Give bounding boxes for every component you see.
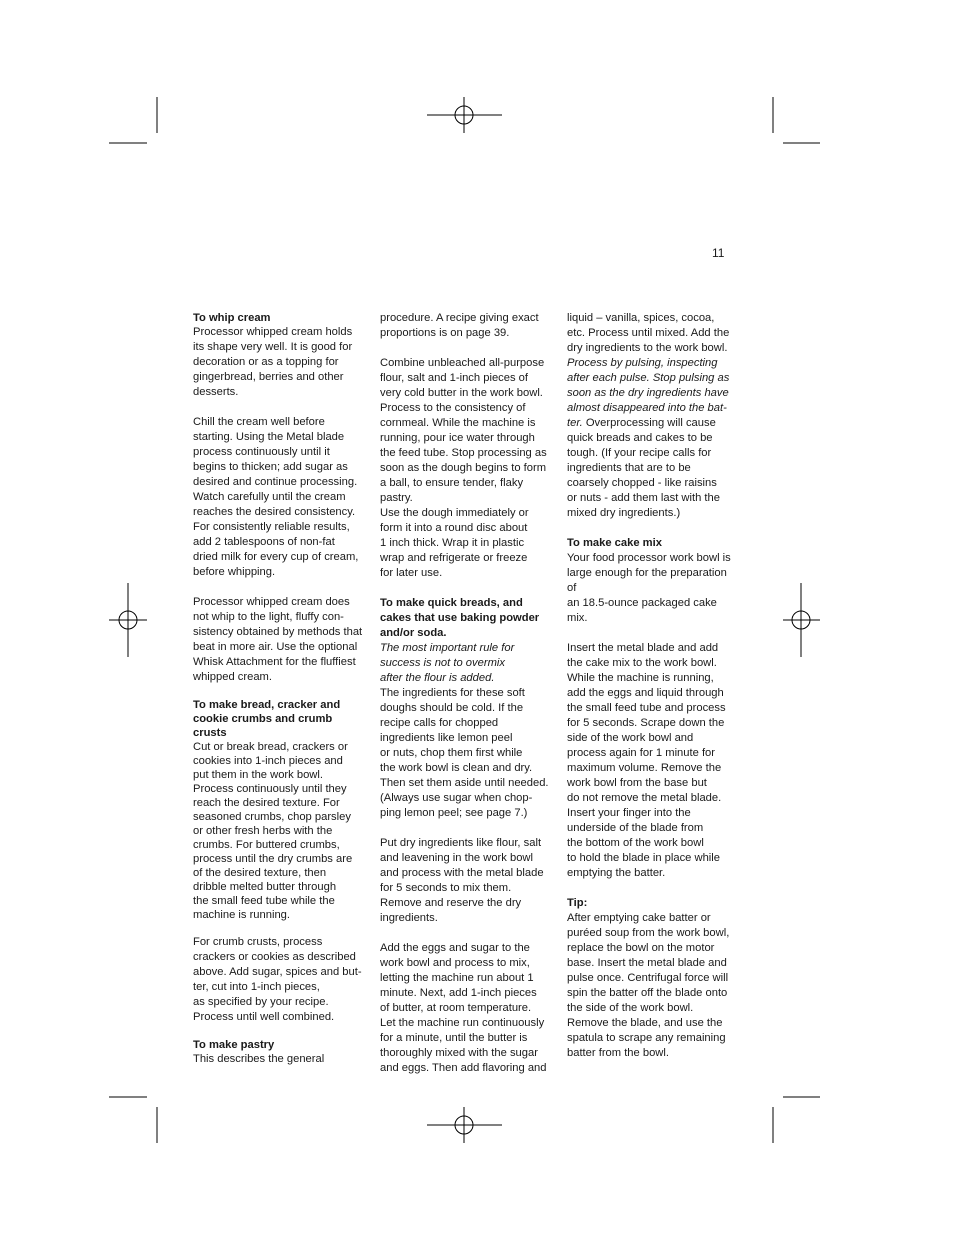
section-heading-cake-mix: To make cake mix	[567, 537, 662, 549]
paragraph: Combine unbleached all-purpose flour, salt and 1-inch pieces of very cold butter in the work bowl. Process to the consistency of cornmeal. While the machine is running, pour ice water through the feed tube. Stop processing as soon as the dough begins to form a ball, to ensure tender, flaky pastry. Use the dough immediately or form it into a round disc about 1 inch thick. Wrap it in plastic wrap and refrigerate or freeze for later use.	[380, 357, 547, 579]
registration-mark-right	[783, 583, 820, 657]
section-heading-quick-breads: To make quick breads, and cakes that use baking powder and/or soda.	[380, 597, 540, 639]
registration-mark-top	[427, 97, 502, 133]
paragraph: Processor whipped cream holds its shape very well. It is good for decoration or as a topping for gingerbread, berries and other desserts.	[193, 326, 353, 398]
section-heading-crumbs: To make bread, cracker and cookie crumbs and crumb crusts	[193, 699, 341, 739]
paragraph: Chill the cream well before starting. Using the Metal blade process continuously until it begins to thicken; add sugar as desired and continue processing. Watch carefully until the cream reaches the desired consistency. For consistently reliable results, add 2 tablespoons of non-fat dried milk for every cup of cream, before whipping.	[193, 416, 359, 578]
column-1	[193, 311, 365, 1067]
crop-mark-top-right	[773, 97, 820, 143]
italic-rule: The most important rule for success is not to overmix after the flour is added.	[380, 642, 515, 684]
section-heading-tip: Tip:	[567, 897, 588, 909]
paragraph: Insert the metal blade and add the cake mix to the work bowl. While the machine is running, add the eggs and liquid through the small feed tube and process for 5 seconds. Scrape down the side of the work bowl and process again for 1 minute for maximum volume. Remove the work bowl from the base but do not remove the metal blade. Insert your finger into the underside of the blade from the bottom of the work bowl to hold the blade in place while emptying the batter.	[567, 642, 726, 879]
registration-mark-bottom	[427, 1107, 502, 1143]
page-number: 11	[712, 246, 725, 260]
registration-mark-left	[109, 583, 147, 657]
paragraph	[567, 356, 739, 521]
paragraph: liquid – vanilla, spices, cocoa, etc. Process until mixed. Add the dry ingredients to the work bowl.	[567, 312, 730, 354]
italic-instruction: Process by pulsing, inspecting after each pulse. Stop pulsing as soon as the dry ingredients have almost disappeared into the bat- ter.	[567, 357, 730, 429]
crop-mark-bottom-right	[773, 1097, 820, 1143]
column-3	[567, 311, 739, 1061]
paragraph: This describes the general	[193, 1053, 325, 1065]
section-heading-whip-cream: To whip cream	[193, 312, 271, 324]
crop-mark-bottom-left	[109, 1097, 157, 1143]
column-2	[380, 311, 552, 1076]
paragraph: For crumb crusts, process crackers or cookies as described above. Add sugar, spices and but- ter, cut into 1-inch pieces, as specified by your recipe. Process until well combined.	[193, 936, 362, 1023]
paragraph: The ingredients for these soft doughs should be cold. If the recipe calls for chopped ingredients like lemon peel or nuts, chop them first while the work bowl is clean and dry. Then set them aside until needed. (Always use sugar when chop- ping lemon peel; see page 7.)	[380, 687, 549, 819]
paragraph: Put dry ingredients like flour, salt and leavening in the work bowl and process with the metal blade for 5 seconds to mix them. Remove and reserve the dry ingredients.	[380, 837, 544, 924]
paragraph: Your food processor work bowl is large enough for the preparation of an 18.5-ounce packaged cake mix.	[567, 552, 731, 624]
paragraph-continued: Overprocessing will cause quick breads and cakes to be tough. (If your recipe calls for ingredients that are to be coarsely chopped - like raisins or nuts - add them last with the mixed dry ingredients.)	[567, 417, 720, 519]
paragraph: procedure. A recipe giving exact proportions is on page 39.	[380, 312, 539, 339]
crop-mark-top-left	[109, 97, 157, 143]
paragraph: Cut or break bread, crackers or cookies into 1-inch pieces and put them in the work bowl. Process continuously until they reach the desired texture. For seasoned crumbs, chop parsley or other fresh herbs with the crumbs. For buttered crumbs, process until the dry crumbs are of the desired texture, then dribble melted butter through the small feed tube while the machine is running.	[193, 741, 353, 921]
paragraph: Processor whipped cream does not whip to the light, fluffy con- sistency obtained by methods that beat in more air. Use the optional Whisk Attachment for the fluffiest whipped cream.	[193, 596, 363, 683]
paragraph: After emptying cake batter or puréed soup from the work bowl, replace the bowl on the motor base. Insert the metal blade and pulse once. Centrifugal force will spin the batter off the blade onto the side of the work bowl. Remove the blade, and use the spatula to scrape any remaining batter from the bowl.	[567, 912, 730, 1059]
section-heading-pastry: To make pastry	[193, 1039, 275, 1051]
paragraph: Add the eggs and sugar to the work bowl and process to mix, letting the machine run about 1 minute. Next, add 1-inch pieces of butter, at room temperature. Let the machine run continuously for a minute, until the butter is thoroughly mixed with the sugar and eggs. Then add flavoring and	[380, 942, 547, 1074]
